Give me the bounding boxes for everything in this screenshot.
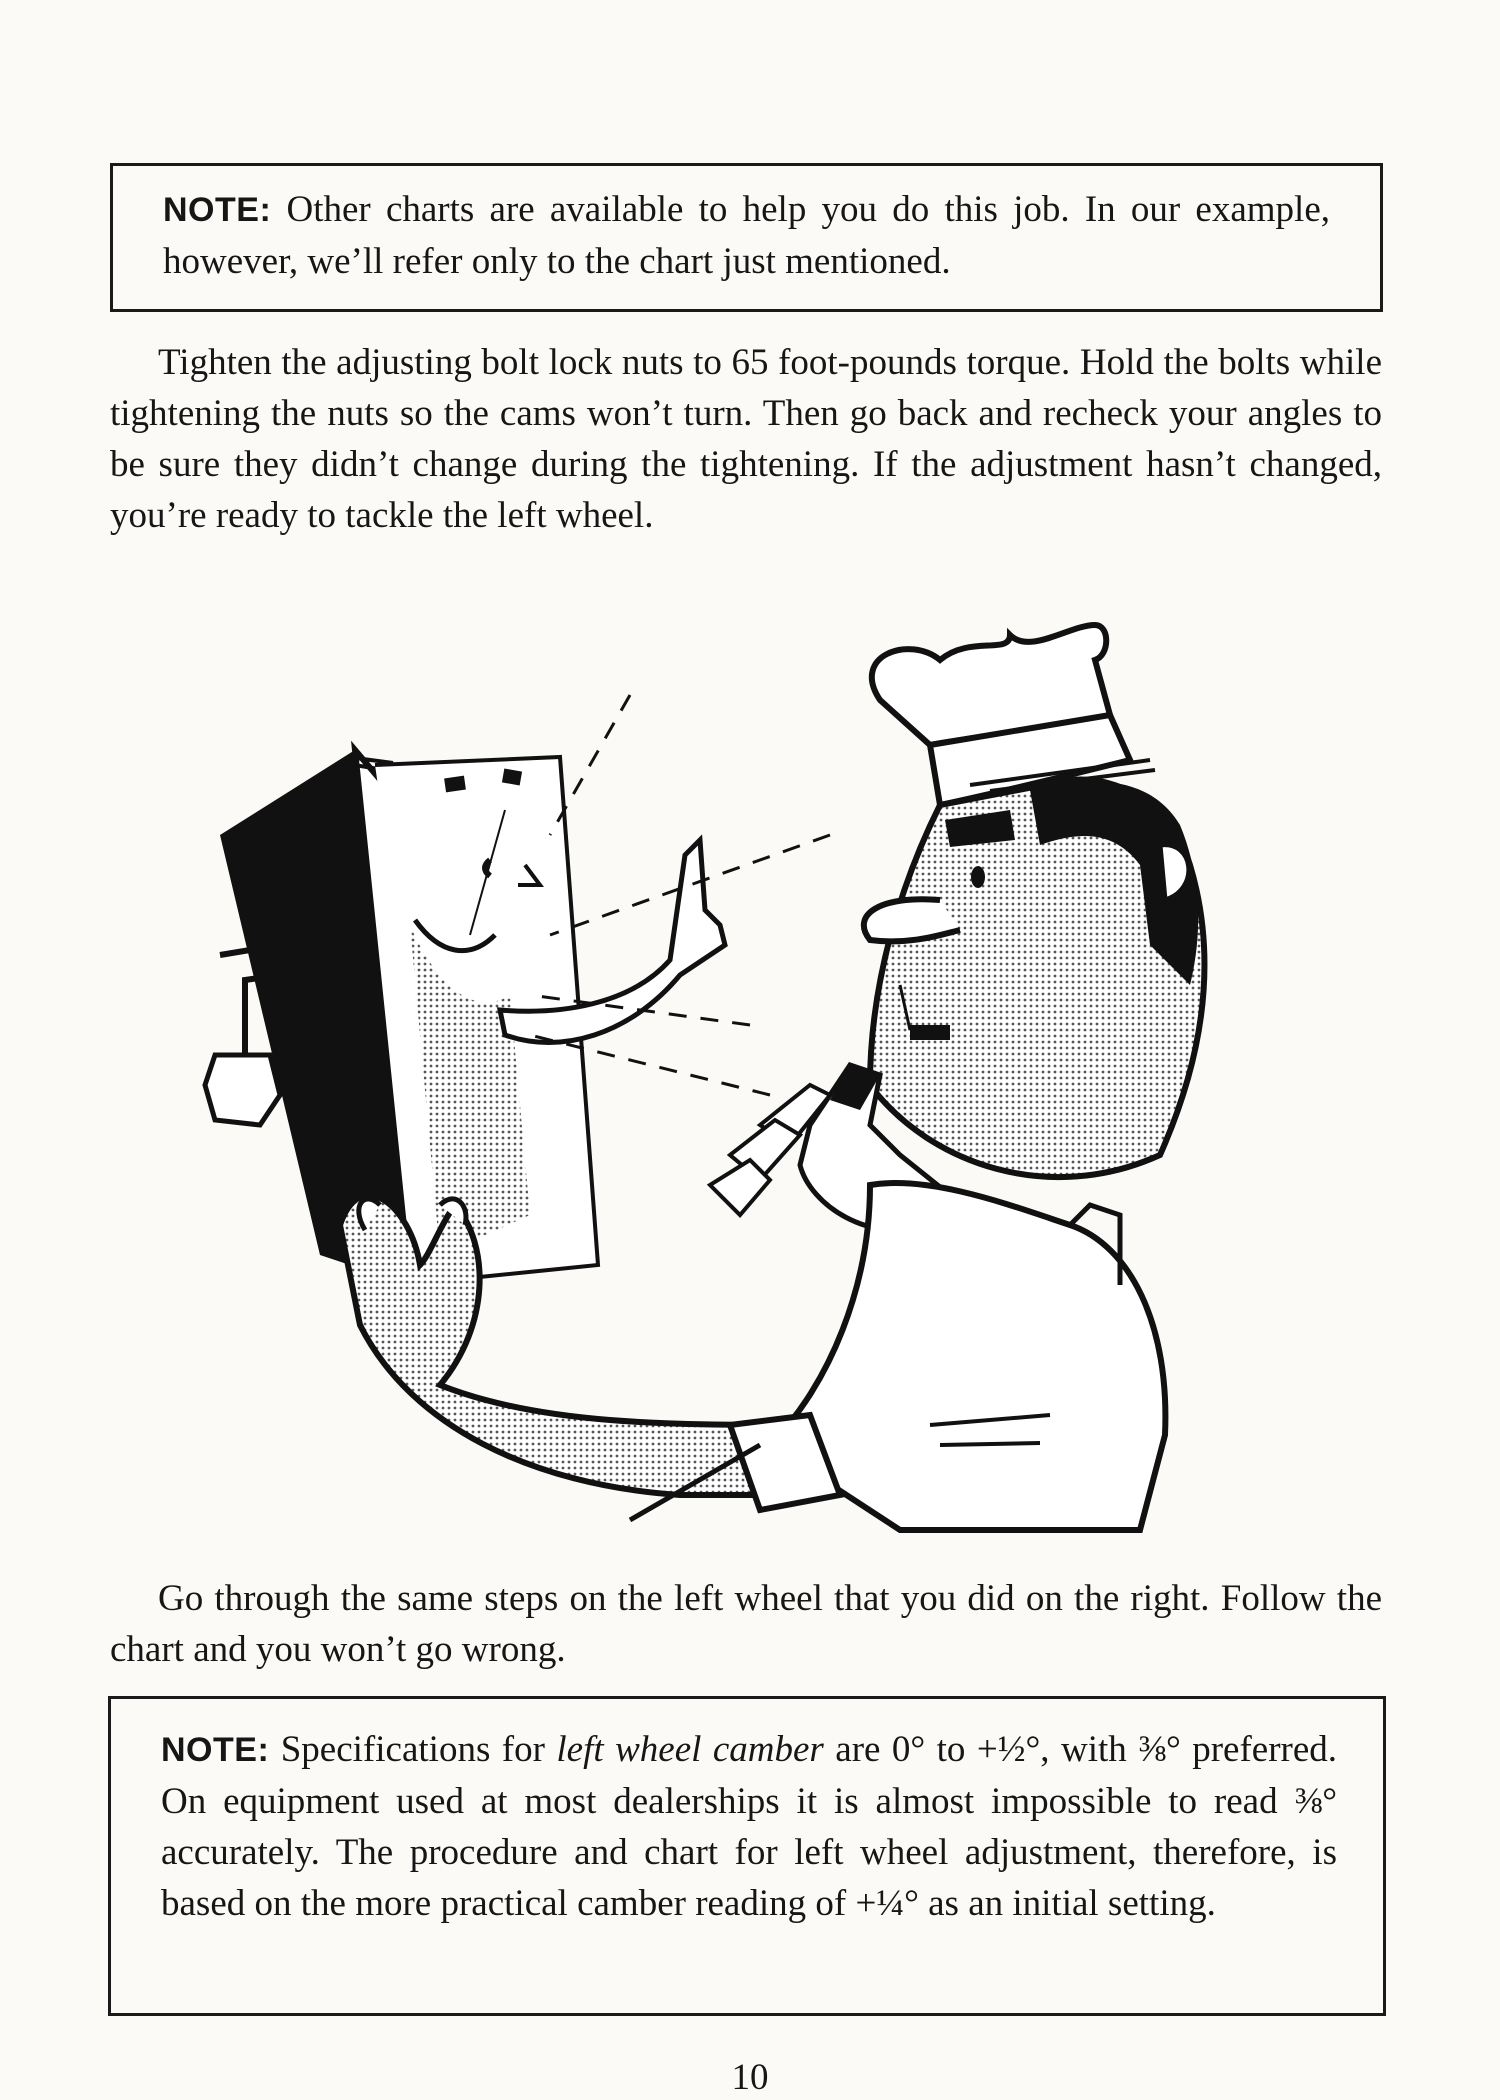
note-text (161, 1724, 1337, 1929)
note-box-camber (108, 1696, 1386, 2016)
note-body-start: Specifications for (280, 1729, 545, 1770)
note-label: NOTE: (163, 191, 272, 229)
note-text (163, 184, 1330, 287)
mechanic-chart-illustration (110, 565, 1385, 1545)
note-emphasis: left wheel camber (556, 1729, 824, 1770)
note-body: Other charts are available to help you do this job. In our example, however, we’ll refer only to the chart just mentioned. (163, 189, 1330, 282)
note-label: NOTE: (161, 1731, 270, 1769)
paragraph-left-wheel: Go through the same steps on the left wheel that you did on the right. Follow the chart and you won’t go wrong. (110, 1578, 1382, 1670)
page-number: 10 (731, 2057, 769, 2098)
note-body-end: are 0° to +½°, with ⅜° preferred. On equipment used at most dealerships it is almost impossible to read ⅜° accurately. The procedure and chart for left wheel adjustment, therefore, is based on the more practical camber reading of +¼° as an initial setting. (161, 1729, 1338, 1924)
note-box-charts (110, 163, 1383, 312)
paragraph-tighten-nuts: Tighten the adjusting bolt lock nuts to 65 foot-pounds torque. Hold the bolts while tightening the nuts so the cams won’t turn. Then go back and recheck your angles to be sure they didn’t change during the tightening. If the adjustment hasn’t changed, you’re ready to tackle the left wheel. (110, 342, 1382, 536)
